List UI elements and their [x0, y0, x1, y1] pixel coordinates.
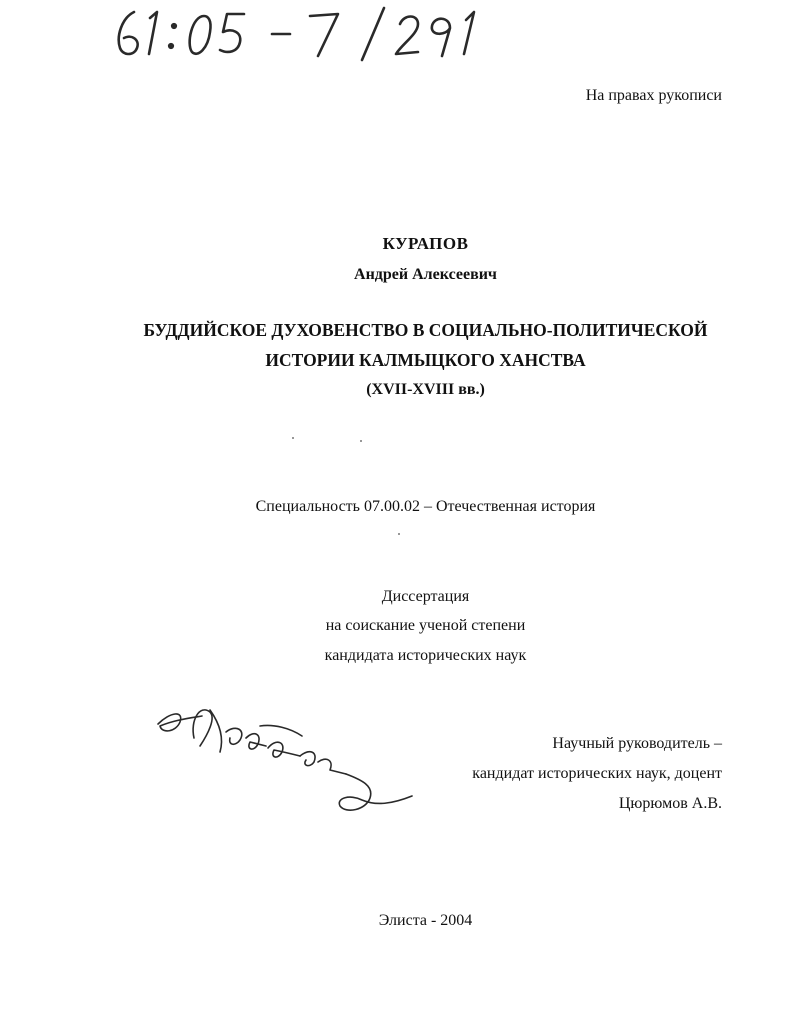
dissertation-line-2: на соискание ученой степени	[325, 617, 526, 634]
supervisor-degree: кандидат исторических наук, доцент	[472, 765, 722, 782]
dissertation-line-3: кандидата исторических наук	[324, 647, 527, 664]
author-surname: КУРАПОВ	[382, 234, 469, 253]
scan-speck	[292, 437, 294, 439]
specialty-line: Специальность 07.00.02 – Отечественная история	[255, 498, 596, 515]
scan-speck	[360, 440, 362, 442]
city-and-year: Элиста - 2004	[378, 912, 473, 929]
thesis-title-line-1: БУДДИЙСКОЕ ДУХОВЕНСТВО В СОЦИАЛЬНО-ПОЛИТИЧЕСКОЙ	[143, 320, 708, 340]
scan-speck	[398, 533, 400, 535]
thesis-title-period: (XVII-XVIII вв.)	[366, 381, 485, 398]
thesis-title-line-2: ИСТОРИИ КАЛМЫЦКОГО ХАНСТВА	[265, 350, 586, 370]
handwritten-registration-code	[112, 4, 512, 64]
author-given-names: Андрей Алексеевич	[354, 266, 497, 283]
author-signature	[150, 690, 430, 830]
supervisor-name: Цюрюмов А.В.	[618, 795, 722, 812]
manuscript-rights-note: На правах рукописи	[585, 87, 722, 104]
dissertation-line-1: Диссертация	[381, 588, 470, 605]
supervisor-label: Научный руководитель –	[552, 735, 722, 752]
